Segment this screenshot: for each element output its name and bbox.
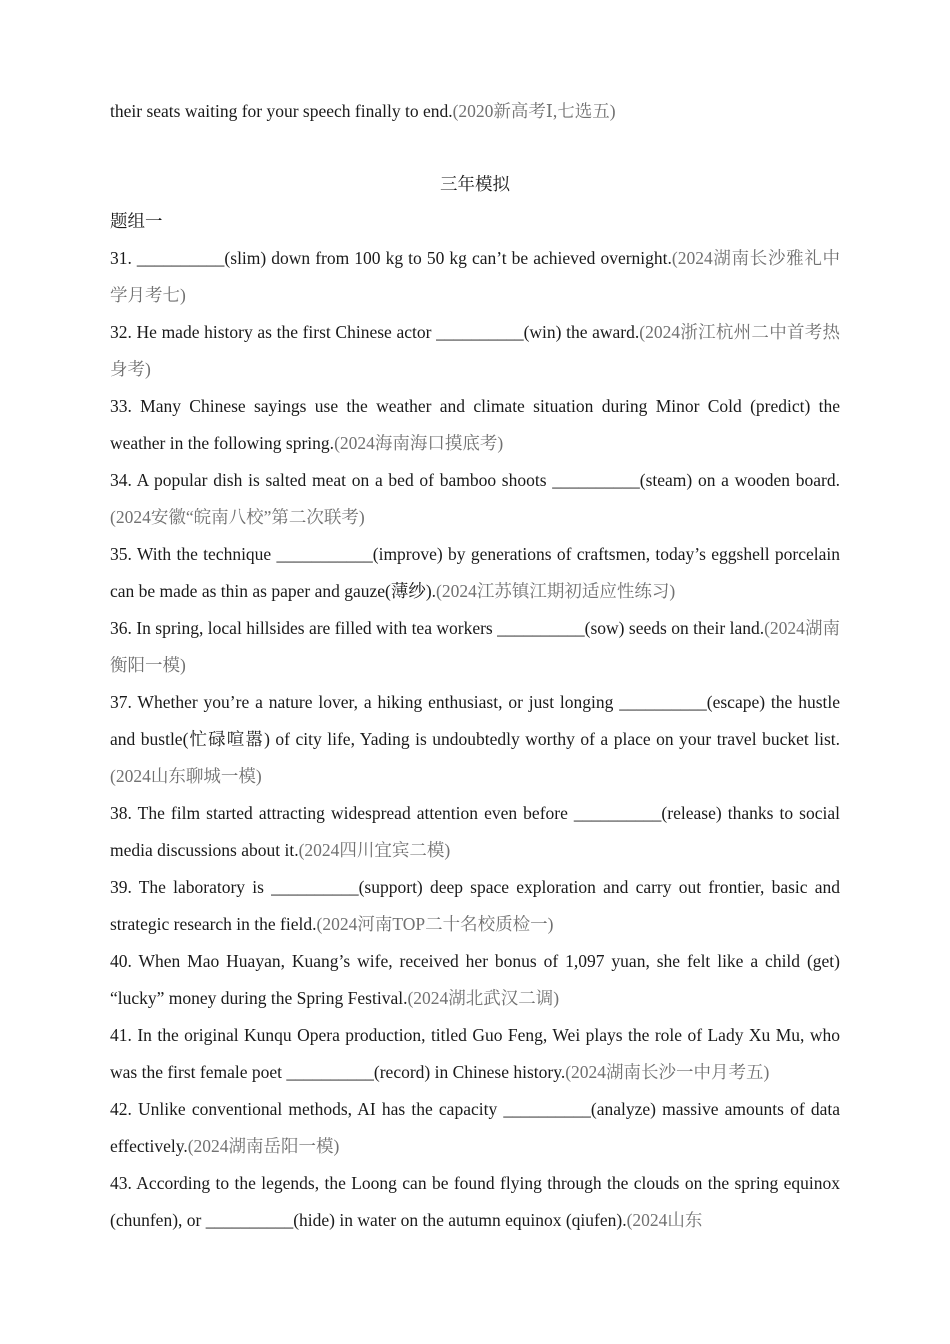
intro-text: their seats waiting for your speech finally to end. <box>110 101 453 121</box>
question-source: (2024安徽“皖南八校”第二次联考) <box>110 507 365 527</box>
question-source: (2024海南海口摸底考) <box>334 433 504 453</box>
question-source: (2024山东 <box>626 1210 703 1230</box>
question-text: 42. Unlike conventional methods, AI has the capacity __________(analyze) massive amounts of data effectively. <box>110 1099 840 1156</box>
question-text: 37. Whether you’re a nature lover, a hiking enthusiast, or just longing __________(escape) the hustle and bustle(忙碌喧嚣) of city life, Yading is undoubtedly worthy of a place on your travel bucket list. <box>110 692 840 749</box>
question-text: 33. Many Chinese sayings use the weather and climate situation during Minor Cold (predict) the weather in the following spring. <box>110 396 840 453</box>
question-text: 39. The laboratory is __________(support) deep space exploration and carry out frontier, basic and strategic research in the field. <box>110 877 840 934</box>
section-title: 三年模拟 <box>440 174 510 194</box>
intro-source: (2020新高考Ⅰ,七选五) <box>452 101 616 121</box>
question-source: (2024江苏镇江期初适应性练习) <box>436 581 676 601</box>
question-source: (2024浙江杭州二中首考热身考) <box>110 322 840 379</box>
question-33 <box>110 388 840 462</box>
question-text: 32. He made history as the first Chinese actor __________(win) the award. <box>110 322 640 342</box>
question-35 <box>110 536 840 610</box>
question-text: 40. When Mao Huayan, Kuang’s wife, received her bonus of 1,097 yuan, she felt like a child (get) “lucky” money during the Spring Festival. <box>110 951 840 1008</box>
question-source: (2024湖北武汉二调) <box>407 988 560 1008</box>
question-text: 35. With the technique ___________(improve) by generations of craftsmen, today’s eggshell porcelain can be made as thin as paper and gauze(薄纱). <box>110 544 840 601</box>
question-36 <box>110 610 840 684</box>
question-source: (2024湖南岳阳一模) <box>187 1136 340 1156</box>
question-37 <box>110 684 840 795</box>
question-source: (2024湖南长沙雅礼中学月考七) <box>110 248 840 305</box>
question-text: 36. In spring, local hillsides are filled with tea workers __________(sow) seeds on their land. <box>110 618 765 638</box>
question-43 <box>110 1165 840 1239</box>
question-source: (2024山东聊城一模) <box>110 766 262 786</box>
question-40 <box>110 943 840 1017</box>
document-page <box>110 93 840 1239</box>
question-source: (2024湖南衡阳一模) <box>110 618 840 675</box>
spacer <box>110 130 840 166</box>
question-32 <box>110 314 840 388</box>
question-text: 31. __________(slim) down from 100 kg to 50 kg can’t be achieved overnight. <box>110 248 672 268</box>
question-text: 43. According to the legends, the Loong can be found flying through the clouds on the spring equinox (chunfen), or __________(hide) in water on the autumn equinox (qiufen). <box>110 1173 840 1230</box>
question-41 <box>110 1017 840 1091</box>
question-source: (2024四川宜宾二模) <box>298 840 451 860</box>
question-38 <box>110 795 840 869</box>
intro-paragraph <box>110 93 840 130</box>
question-39 <box>110 869 840 943</box>
question-text: 34. A popular dish is salted meat on a bed of bamboo shoots __________(steam) on a wooden board. <box>110 470 840 490</box>
question-text: 41. In the original Kunqu Opera production, titled Guo Feng, Wei plays the role of Lady Xu Mu, who was the first female poet __________(record) in Chinese history. <box>110 1025 840 1082</box>
question-source: (2024河南TOP二十名校质检一) <box>316 914 554 934</box>
question-source: (2024湖南长沙一中月考五) <box>565 1062 770 1082</box>
question-text: 38. The film started attracting widespread attention even before __________(release) thanks to social media discussions about it. <box>110 803 840 860</box>
question-42 <box>110 1091 840 1165</box>
question-31 <box>110 240 840 314</box>
question-34 <box>110 462 840 536</box>
group-label: 题组一 <box>110 211 163 231</box>
